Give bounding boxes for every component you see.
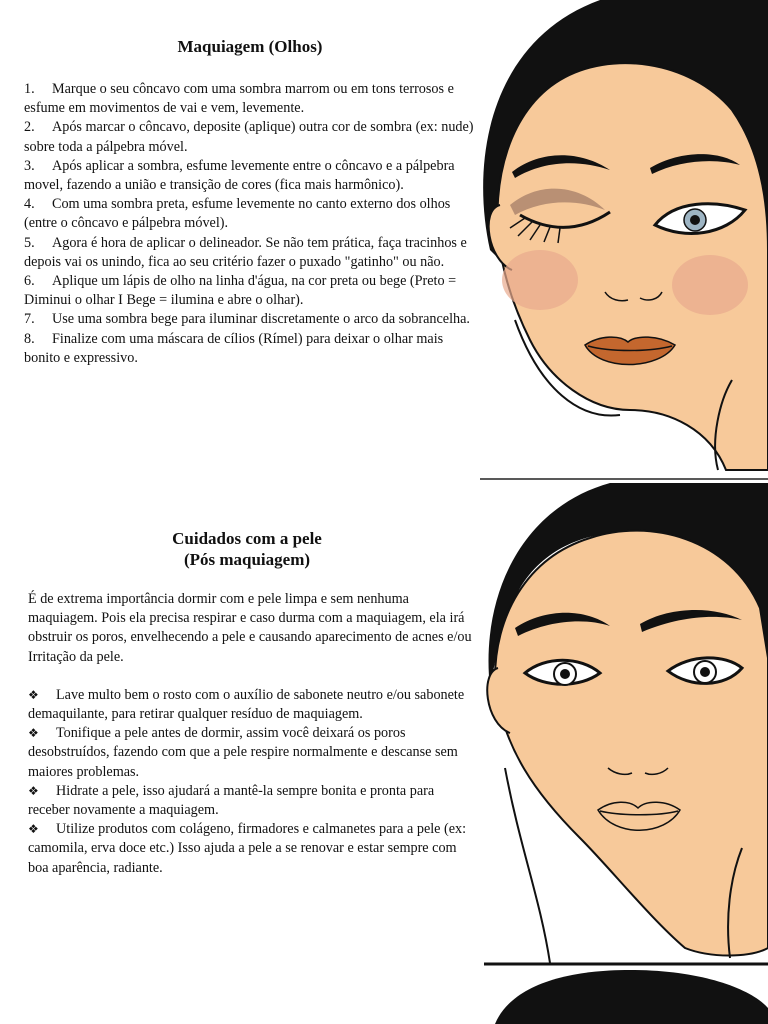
left-pupil [560, 669, 570, 679]
skincare-title [18, 528, 476, 570]
next-face-hair [495, 970, 768, 1024]
diamond-bullet-icon: ❖ [28, 726, 39, 741]
diamond-bullet-icon: ❖ [28, 687, 39, 702]
left-blush [502, 250, 578, 310]
right-blush [672, 255, 748, 315]
skincare-title-line2: (Pós maquiagem) [183, 550, 311, 569]
skincare-bullets-list [28, 686, 476, 878]
skincare-title-line1: Cuidados com a pele [172, 529, 322, 548]
face-skin [495, 531, 768, 956]
list-item: 1. Marque o seu côncavo com uma sombra marrom ou em tons terrosos e esfume em movimentos de vai e vem, levemente. [24, 81, 454, 117]
face-with-makeup-illustration [470, 0, 768, 480]
pupil [690, 215, 700, 225]
list-item: ❖ Utilize produtos com colágeno, firmadores e calmanetes para a pele (ex: camomila, erva doce etc.) Isso ajuda a pele a se renovar e estar sempre com boa aparência, radiante. [28, 821, 467, 876]
list-item: 6. Aplique um lápis de olho na linha d'água, na cor preta ou bege (Preto = Diminui o olhar I Bege = ilumina e abre o olhar). [24, 273, 457, 309]
list-item: 4. Com uma sombra preta, esfume levemente no canto externo dos olhos (entre o côncavo e pálpebra móvel). [24, 196, 451, 232]
makeup-section [24, 36, 476, 368]
skincare-intro: É de extrema importância dormir com e pele limpa e sem nenhuma maquiagem. Pois ela precisa respirar e caso durma com a maquiagem, ela irá obstruir os poros, envelhecendo a pele e causando aparecimento de acnes e/ou Irritação da pele. [28, 591, 472, 665]
right-pupil [700, 667, 710, 677]
list-item: ❖ Tonifique a pele antes de dormir, assim você deixará os poros desobstruídos, fazendo com que a pele respire normalmente e descanse sem maiores problemas. [28, 725, 458, 780]
diamond-bullet-icon: ❖ [28, 783, 39, 798]
skincare-section [28, 528, 476, 878]
list-item: 3. Após aplicar a sombra, esfume levemente entre o côncavo e a pálpebra movel, fazendo a união e transição de cores (fica mais harmônico). [24, 157, 455, 194]
list-item: 8. Finalize com uma máscara de cílios (Rímel) para deixar o olhar mais bonito e expressivo. [24, 330, 444, 366]
list-item: ❖ Lave multo bem o rosto com o auxílio de sabonete neutro e/ou sabonete demaquilante, para retirar qualquer resíduo de maquiagem. [28, 686, 465, 723]
list-item: ❖ Hidrate a pele, isso ajudará a mantê-la sempre bonita e pronta para receber novamente a maquiagem. [28, 782, 435, 819]
diamond-bullet-icon: ❖ [28, 822, 39, 837]
face-without-makeup-illustration [480, 478, 768, 1024]
makeup-title: Maquiagem (Olhos) [177, 37, 323, 56]
list-item: 2. Após marcar o côncavo, deposite (aplique) outra cor de sombra (ex: nude) sobre toda a pálpebra móvel. [24, 119, 474, 155]
makeup-steps-list [24, 80, 476, 368]
list-item: 5. Agora é hora de aplicar o delineador. Se não tem prática, faça tracinhos e depois vai os unindo, fica ao seu critério fazer o puxado "gatinho" ou não. [24, 234, 467, 270]
list-item: 7. Use uma sombra bege para iluminar discretamente o arco da sobrancelha. [24, 311, 470, 328]
